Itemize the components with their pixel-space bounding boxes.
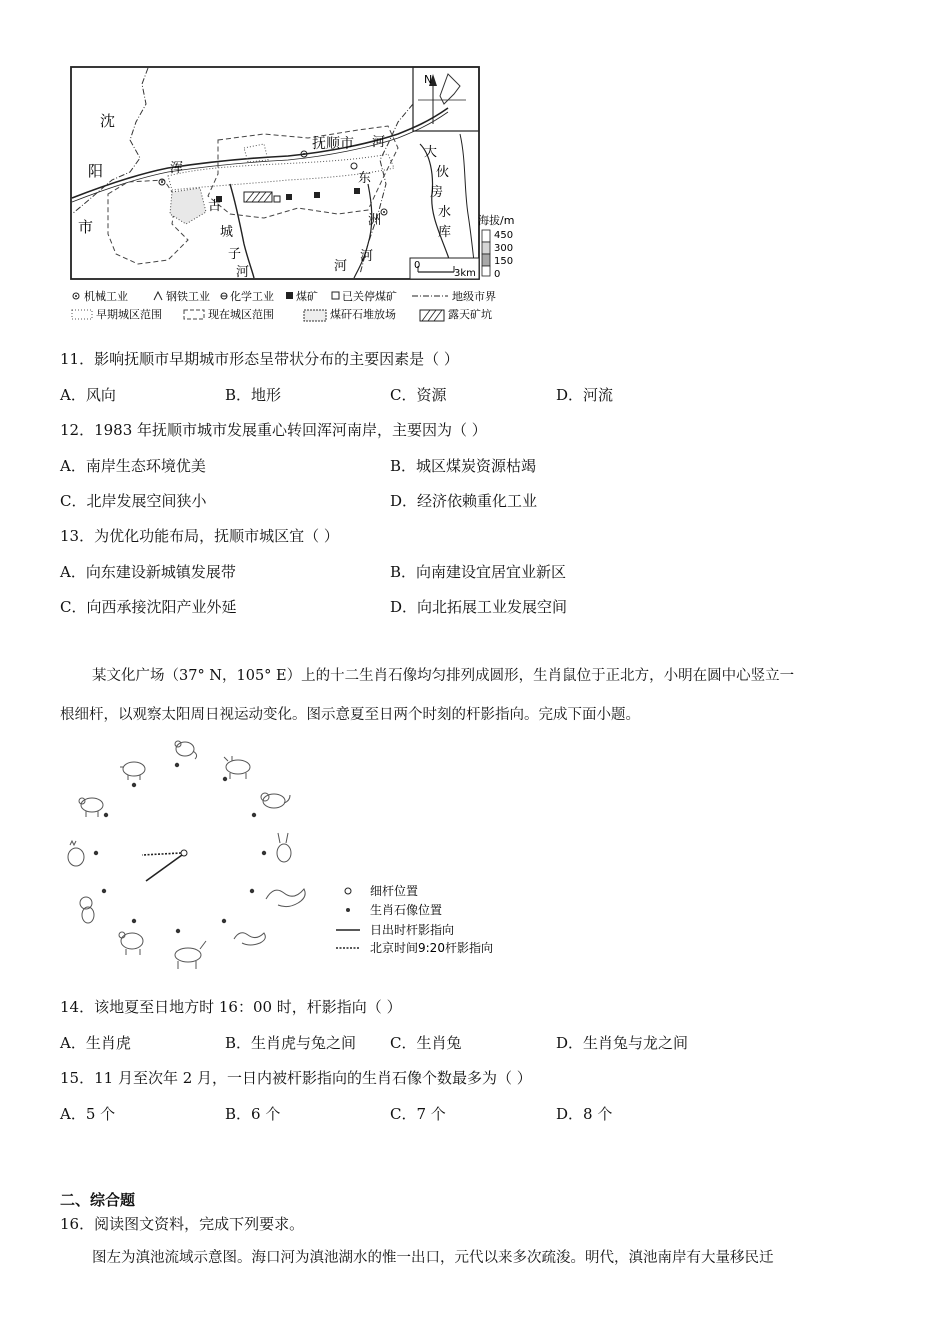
tiger-icon <box>261 793 290 808</box>
legend-early-city: 早期城区范围 <box>96 308 162 321</box>
label-hun: 浑 <box>170 161 184 176</box>
legend-chemical: 化学工业 <box>230 290 274 303</box>
label-dong: 东 <box>358 171 372 186</box>
label-he-1: 河 <box>372 135 386 150</box>
q11-option-b: B．地形 <box>225 386 282 404</box>
q15-option-c: C．7 个 <box>390 1105 446 1123</box>
question-15: 15．11 月至次年 2 月，一日内被杆影指向的生肖石像个数最多为（ ） <box>60 1069 532 1087</box>
q14-option-a: A．生肖虎 <box>60 1034 131 1052</box>
legend-open-pit: 露天矿坑 <box>448 308 492 321</box>
q13-option-a: A．向东建设新城镇发展带 <box>60 563 236 581</box>
q14-option-d: D．生肖兔与龙之间 <box>556 1034 689 1052</box>
question-16-text: 图左为滇池流域示意图。海口河为滇池湖水的惟一出口，元代以来多次疏浚。明代，滇池南岸有大量移民迁 <box>92 1250 774 1266</box>
passage-2-line-1: 某文化广场（37° N，105° E）上的十二生肖石像均匀排列成圆形，生肖鼠位于正北方，小明在圆中心竖立一 <box>92 668 795 684</box>
q12-option-b: B．城区煤炭资源枯竭 <box>390 457 537 475</box>
statue-dot-tiger <box>252 813 256 817</box>
statue-dot-dragon <box>250 889 254 893</box>
monkey-icon <box>80 897 94 923</box>
q13-option-b: B．向南建设宜居宜业新区 <box>390 563 567 581</box>
q15-option-b: B．6 个 <box>225 1105 281 1123</box>
statue-dot-ox <box>223 777 227 781</box>
q13-option-c: C．向西承接沈阳产业外延 <box>60 598 237 616</box>
label-da: 大 <box>424 145 438 160</box>
statue-dot-rabbit <box>262 851 266 855</box>
hun-river <box>72 108 448 198</box>
q13-option-d: D．向北拓展工业发展空间 <box>390 598 568 616</box>
label-shi: 市 <box>78 218 94 236</box>
legend-coal-mine: 煤矿 <box>296 290 318 303</box>
dog-icon <box>79 798 103 817</box>
city-boundary-west <box>72 68 148 214</box>
pig-icon <box>120 762 145 780</box>
snake-icon <box>234 933 265 945</box>
q12-option-d: D．经济依赖重化工业 <box>390 492 538 510</box>
coal-mine-marker <box>354 188 360 194</box>
question-11: 11．影响抚顺市早期城市形态呈带状分布的主要因素是（ ） <box>60 350 459 368</box>
label-he-3: 河 <box>236 265 250 280</box>
statue-dots <box>94 763 266 933</box>
q12-option-c: C．北岸发展空间狭小 <box>60 492 207 510</box>
label-shui: 水 <box>438 205 452 220</box>
rabbit-icon <box>277 833 291 862</box>
elev-tick-300: 300 <box>494 243 514 254</box>
open-pit-mine <box>244 192 272 202</box>
label-shen: 沈 <box>100 112 116 130</box>
statue-dot-rooster <box>94 851 98 855</box>
q14-option-b: B．生肖虎与兔之间 <box>225 1034 357 1052</box>
legend-gangue: 煤矸石堆放场 <box>330 308 396 321</box>
label-he-2: 河 <box>360 249 374 264</box>
label-huo: 伙 <box>436 165 450 180</box>
q11-option-a: A．风向 <box>60 386 116 404</box>
statue-dot-snake <box>222 919 226 923</box>
shadow-sunrise <box>146 855 182 881</box>
dragon-icon <box>266 889 305 907</box>
label-he-4: 河 <box>334 259 348 274</box>
legend-920-shadow: 北京时间9:20杆影指向 <box>370 941 493 955</box>
legend-city-boundary: 地级市界 <box>452 290 496 303</box>
label-yang: 阳 <box>88 162 104 180</box>
q12-option-a: A．南岸生态环境优美 <box>60 457 206 475</box>
section-title: 二、综合题 <box>60 1191 136 1209</box>
ox-icon <box>224 756 250 779</box>
statue-dot-goat <box>132 919 136 923</box>
legend-steel: 钢铁工业 <box>166 290 210 303</box>
zodiac-legend <box>336 883 493 955</box>
label-zi: 子 <box>228 247 242 262</box>
legend-machinery: 机械工业 <box>84 290 128 303</box>
q11-option-c: C．资源 <box>390 386 447 404</box>
elev-tick-0: 0 <box>494 269 501 280</box>
fushun-map-figure <box>68 64 515 330</box>
rat-icon <box>175 741 197 759</box>
closed-mine-marker <box>274 196 280 202</box>
elev-tick-150: 150 <box>494 256 514 267</box>
horse-icon <box>175 941 206 969</box>
rooster-icon <box>68 841 84 866</box>
label-fang: 房 <box>430 185 444 200</box>
statue-dot-horse <box>176 929 180 933</box>
scale-zero: 0 <box>414 260 421 271</box>
label-cheng: 城 <box>220 225 234 240</box>
q11-option-d: D．河流 <box>556 386 614 404</box>
legend-current-city: 现在城区范围 <box>208 308 274 321</box>
shadow-920 <box>142 853 181 855</box>
scale-end: 3km <box>454 268 476 279</box>
legend-statue: 生肖石像位置 <box>370 903 443 917</box>
label-ku: 库 <box>438 225 452 240</box>
q15-option-a: A．5 个 <box>60 1105 116 1123</box>
statue-dot-dog <box>104 813 108 817</box>
map-frame <box>71 67 479 279</box>
q14-option-c: C．生肖兔 <box>390 1034 462 1052</box>
statue-dot-monkey <box>102 889 106 893</box>
goat-icon <box>119 932 143 955</box>
question-12: 12．1983 年抚顺市城市发展重心转回浑河南岸，主要因为（ ） <box>60 421 487 439</box>
label-zhou: 洲 <box>368 213 382 228</box>
coal-mine-marker <box>314 192 320 198</box>
question-16: 16．阅读图文资料，完成下列要求。 <box>60 1215 305 1233</box>
statue-dot-pig <box>132 783 136 787</box>
map-legend <box>72 289 496 321</box>
passage-2-line-2: 根细杆，以观察太阳周日视运动变化。图示意夏至日两个时刻的杆影指向。完成下面小题。 <box>60 707 640 723</box>
elevation-title: 海拔/m <box>478 214 515 227</box>
question-14: 14．该地夏至日地方时 16：00 时，杆影指向（ ） <box>60 998 402 1016</box>
question-13: 13．为优化功能布局，抚顺市城区宜（ ） <box>60 527 339 545</box>
label-gu: 古 <box>208 199 222 214</box>
elevation-bar <box>482 230 490 276</box>
north-label: N <box>424 73 433 86</box>
legend-pole: 细杆位置 <box>370 884 419 898</box>
north-inset-box <box>413 67 479 131</box>
guchengzi-river <box>230 184 254 278</box>
label-fushun-city: 抚顺市 <box>312 136 354 152</box>
elev-tick-450: 450 <box>494 230 514 241</box>
legend-sunrise-shadow: 日出时杆影指向 <box>370 923 455 937</box>
coal-mine-marker <box>286 194 292 200</box>
legend-closed-mine: 已关停煤矿 <box>342 290 397 303</box>
statue-dot-rat <box>175 763 179 767</box>
zodiac-figure <box>60 735 510 975</box>
q15-option-d: D．8 个 <box>556 1105 613 1123</box>
